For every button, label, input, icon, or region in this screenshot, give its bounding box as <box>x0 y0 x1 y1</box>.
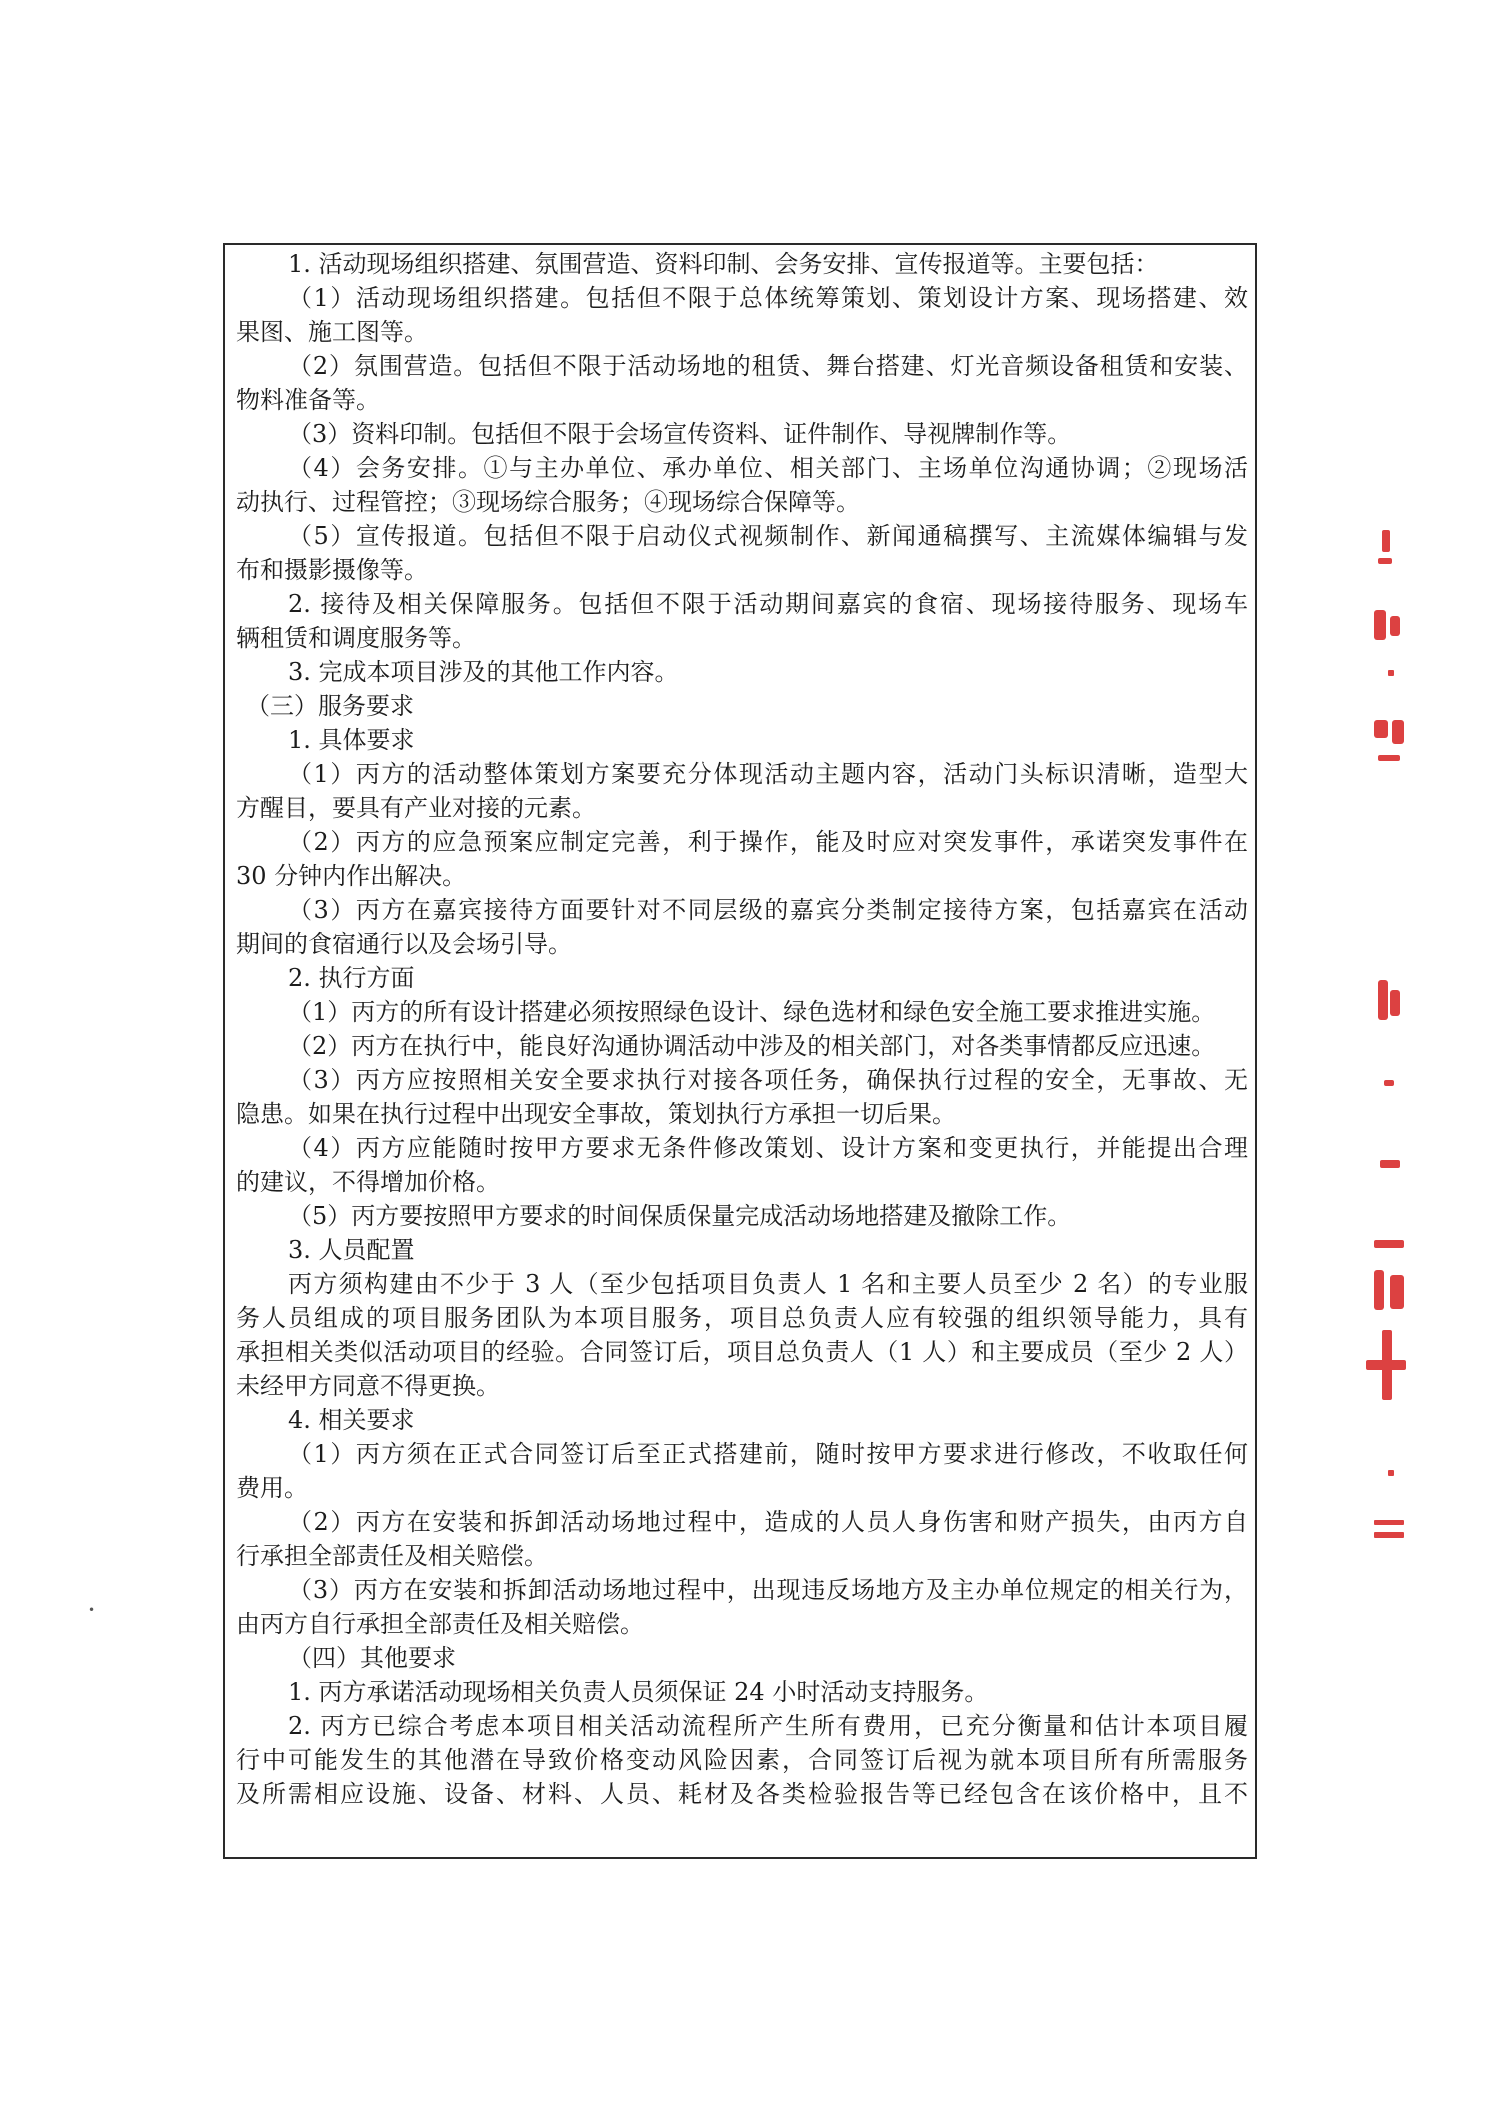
text-line: 丙方须构建由不少于 3 人（至少包括项目负责人 1 名和主要人员至少 2 名）的专业服 <box>288 1270 1248 1298</box>
text-line: 2. 丙方已综合考虑本项目相关活动流程所产生所有费用，已充分衡量和估计本项目履 <box>288 1712 1248 1740</box>
text-line: （3）丙方应按照相关安全要求执行对接各项任务，确保执行过程的安全，无事故、无 <box>288 1066 1248 1094</box>
text-line: 由丙方自行承担全部责任及相关赔偿。 <box>236 1610 644 1638</box>
text-line: （5）丙方要按照甲方要求的时间保质保量完成活动场地搭建及撤除工作。 <box>288 1202 1072 1230</box>
text-line: 未经甲方同意不得更换。 <box>236 1372 500 1400</box>
text-line: 方醒目，要具有产业对接的元素。 <box>236 794 596 822</box>
text-line: （3）资料印制。包括但不限于会场宣传资料、证件制作、导视牌制作等。 <box>288 420 1072 448</box>
text-line: 2. 接待及相关保障服务。包括但不限于活动期间嘉宾的食宿、现场接待服务、现场车 <box>288 590 1248 618</box>
text-line: （4）会务安排。①与主办单位、承办单位、相关部门、主场单位沟通协调；②现场活 <box>288 454 1248 482</box>
seal-fragment-icon <box>1360 520 1420 1670</box>
text-line: 的建议，不得增加价格。 <box>236 1168 500 1196</box>
text-line: 务人员组成的项目服务团队为本项目服务，项目总负责人应有较强的组织领导能力，具有 <box>236 1304 1248 1332</box>
text-line: （2）氛围营造。包括但不限于活动场地的租赁、舞台搭建、灯光音频设备租赁和安装、 <box>288 352 1248 380</box>
text-line: （2）丙方在执行中，能良好沟通协调活动中涉及的相关部门，对各类事情都反应迅速。 <box>288 1032 1216 1060</box>
text-line: （1）丙方须在正式合同签订后至正式搭建前，随时按甲方要求进行修改，不收取任何 <box>288 1440 1248 1468</box>
text-line: 行中可能发生的其他潜在导致价格变动风险因素，合同签订后视为就本项目所有所需服务 <box>236 1746 1248 1774</box>
text-line: 30 分钟内作出解决。 <box>236 862 467 890</box>
section-heading: （三）服务要求 <box>246 692 414 720</box>
text-line: （2）丙方在安装和拆卸活动场地过程中，造成的人员人身伤害和财产损失，由丙方自 <box>288 1508 1248 1536</box>
text-line: 期间的食宿通行以及会场引导。 <box>236 930 572 958</box>
text-line: 物料准备等。 <box>236 386 380 414</box>
text-line: 辆租赁和调度服务等。 <box>236 624 476 652</box>
text-line: （3）丙方在嘉宾接待方面要针对不同层级的嘉宾分类制定接待方案，包括嘉宾在活动 <box>288 896 1248 924</box>
text-line: 1. 丙方承诺活动现场相关负责人员须保证 24 小时活动支持服务。 <box>288 1678 989 1706</box>
text-line: 果图、施工图等。 <box>236 318 428 346</box>
text-line: 隐患。如果在执行过程中出现安全事故，策划执行方承担一切后果。 <box>236 1100 956 1128</box>
subsection-heading: 3. 人员配置 <box>288 1236 415 1264</box>
section-heading: （四）其他要求 <box>288 1644 456 1672</box>
text-line: （1）丙方的所有设计搭建必须按照绿色设计、绿色选材和绿色安全施工要求推进实施。 <box>288 998 1216 1026</box>
text-line: （3）丙方在安装和拆卸活动场地过程中，出现违反场地方及主办单位规定的相关行为， <box>288 1576 1248 1604</box>
text-line: 动执行、过程管控；③现场综合服务；④现场综合保障等。 <box>236 488 860 516</box>
text-line: 3. 完成本项目涉及的其他工作内容。 <box>288 658 679 686</box>
text-line: 行承担全部责任及相关赔偿。 <box>236 1542 548 1570</box>
text-line: 及所需相应设施、设备、材料、人员、耗材及各类检验报告等已经包含在该价格中，且不 <box>236 1780 1248 1808</box>
subsection-heading: 1. 具体要求 <box>288 726 415 754</box>
text-line: 1. 活动现场组织搭建、氛围营造、资料印制、会务安排、宣传报道等。主要包括： <box>288 250 1159 278</box>
speck: • <box>88 1603 96 1617</box>
subsection-heading: 2. 执行方面 <box>288 964 415 992</box>
text-line: （4）丙方应能随时按甲方要求无条件修改策划、设计方案和变更执行，并能提出合理 <box>288 1134 1248 1162</box>
text-line: （1）丙方的活动整体策划方案要充分体现活动主题内容，活动门头标识清晰，造型大 <box>288 760 1248 788</box>
text-line: 承担相关类似活动项目的经验。合同签订后，项目总负责人（1 人）和主要成员（至少 2 人） <box>236 1338 1248 1366</box>
text-line: 布和摄影摄像等。 <box>236 556 428 584</box>
subsection-heading: 4. 相关要求 <box>288 1406 415 1434</box>
text-line: （1）活动现场组织搭建。包括但不限于总体统筹策划、策划设计方案、现场搭建、效 <box>288 284 1248 312</box>
text-line: （2）丙方的应急预案应制定完善，利于操作，能及时应对突发事件，承诺突发事件在 <box>288 828 1248 856</box>
text-line: 费用。 <box>236 1474 308 1502</box>
text-line: （5）宣传报道。包括但不限于启动仪式视频制作、新闻通稿撰写、主流媒体编辑与发 <box>288 522 1248 550</box>
